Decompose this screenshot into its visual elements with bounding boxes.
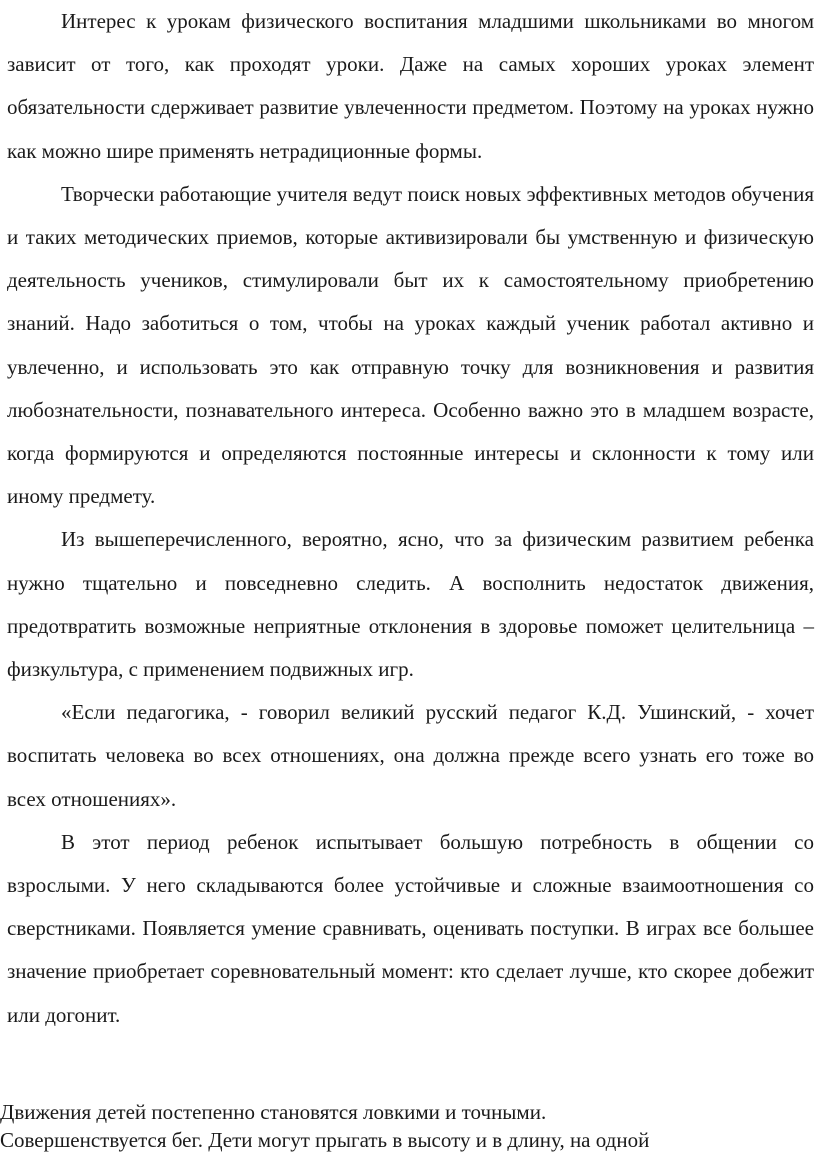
document-body [7, 0, 814, 1037]
paragraph-2: Творчески работающие учителя ведут поиск новых эффективных методов обучения и таких методических приемов, которые активизировали бы умственную и физическую деятельность учеников, стимулировали быт их к самостоятельному приобретению знаний. Надо заботиться о том, чтобы на уроках каждый ученик работал активно и увлеченно, и использовать это как отправную точку для возникновения и развития любознательности, познавательного интереса. Особенно важно это в младшем возрасте, когда формируются и определяются постоянные интересы и склонности к тому или иному предмету. [7, 181, 814, 509]
tail-line-1: Движения детей постепенно становятся ловкими и точными. [0, 1100, 547, 1124]
paragraph-1: Интерес к урокам физического воспитания младшими школьниками во многом зависит от того, как проходят уроки. Даже на самых хороших уроках элемент обязательности сдерживает развитие увлеченности предметом. Поэтому на уроках нужно как можно шире применять нетрадиционные формы. [7, 9, 814, 163]
paragraph-3: Из вышеперечисленного, вероятно, ясно, что за физическим развитием ребенка нужно тщательно и повседневно следить. А восполнить недостаток движения, предотвратить возможные неприятные отклонения в здоровье поможет целительница – физкультура, с применением подвижных игр. [7, 527, 814, 682]
paragraph-5: В этот период ребенок испытывает большую потребность в общении со взрослыми. У него складываются более устойчивые и сложные взаимоотношения со сверстниками. Появляется умение сравнивать, оценивать поступки. В играх все большее значение приобретает соревновательный момент: кто сделает лучше, кто скорее добежит или догонит. [7, 829, 814, 1027]
tail-line-2: Совершенствуется бег. Дети могут прыгать в высоту и в длину, на одной [0, 1128, 650, 1152]
paragraph-4: «Если педагогика, - говорил великий русский педагог К.Д. Ушинский, - хочет воспитать человека во всех отношениях, она должна прежде всего узнать его тоже во всех отношениях». [7, 700, 814, 811]
